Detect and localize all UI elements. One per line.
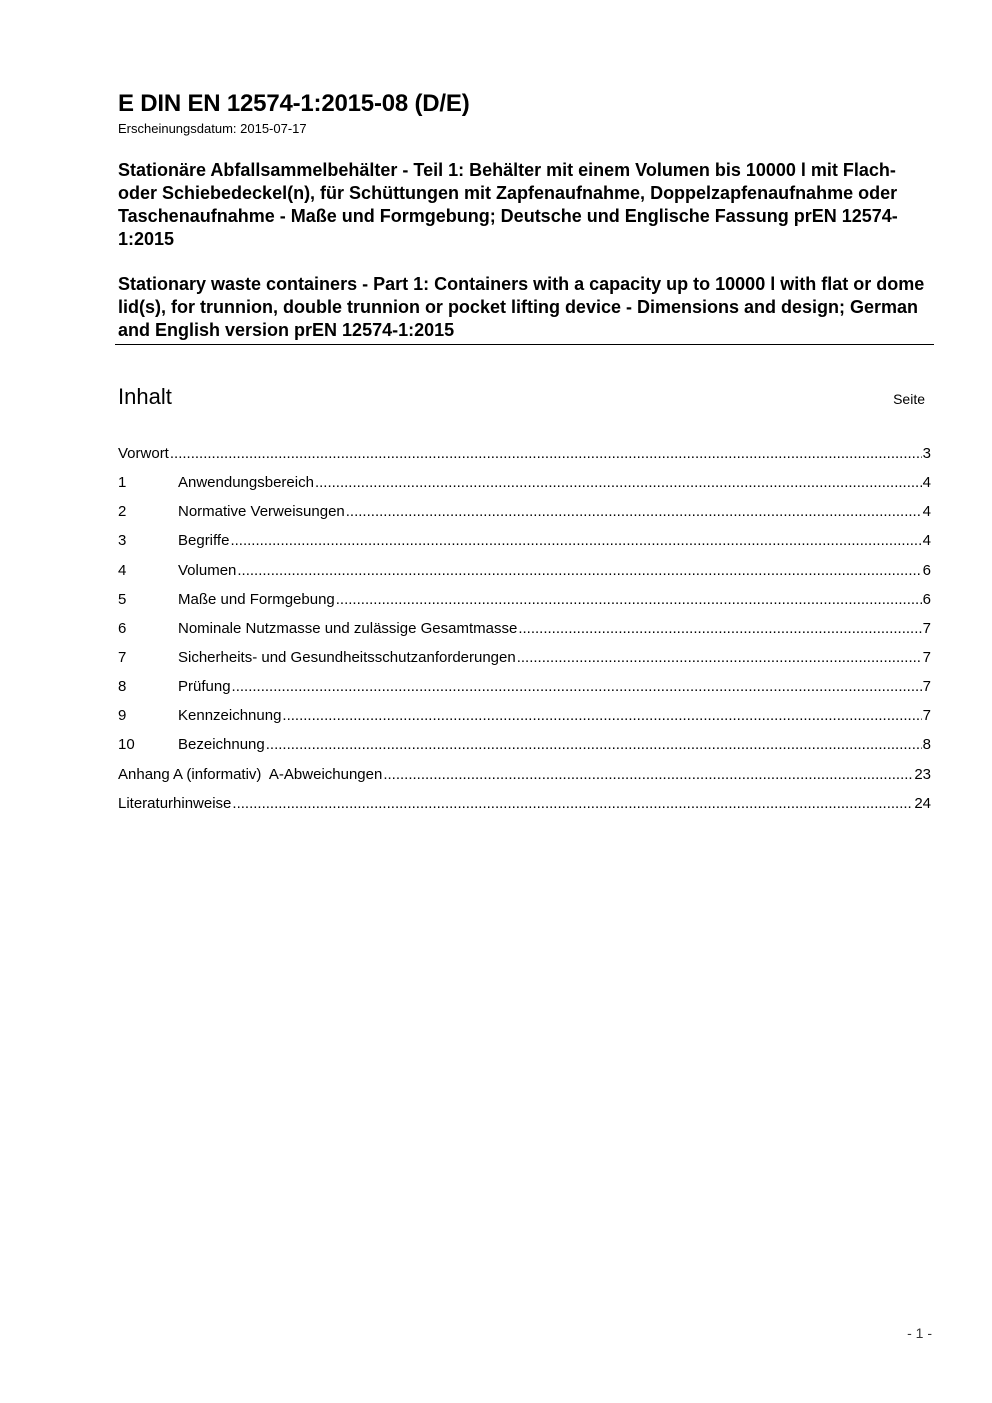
toc-entry-title: Anhang A (informativ) A-Abweichungen: [118, 765, 383, 783]
toc-heading: Inhalt: [118, 384, 172, 409]
toc-entry-6[interactable]: [118, 614, 931, 643]
toc-leader-dots: [383, 766, 913, 783]
page-number: - 1 -: [907, 1325, 932, 1341]
title-german: Stationäre Abfallsammelbehälter - Teil 1: Behälter mit einem Volumen bis 10000 l mit Flach- oder Schiebedeckel(n), für Schüttungen mit Zapfenaufnahme, Doppelzapfenaufnahme oder Taschenaufnahme - Maße und Formgebung; Deutsche und Englische Fassung prEN 12574-1:2015: [118, 160, 898, 249]
toc-entry-vorwort[interactable]: [118, 439, 931, 468]
toc-entry-title: Normative Verweisungen: [178, 503, 345, 521]
toc-leader-dots: [346, 503, 922, 520]
toc-entry-number: 10: [118, 736, 135, 754]
toc-entry-page: 7: [922, 619, 931, 637]
toc-entry-title: Bezeichnung: [178, 736, 265, 754]
toc-leader-dots: [237, 562, 921, 579]
toc-entry-number: 4: [118, 561, 127, 579]
toc-entry-title: Volumen: [178, 561, 237, 579]
toc-entry-title: Vorwort: [118, 445, 169, 463]
toc-entry-title: Nominale Nutzmasse und zulässige Gesamtmasse: [178, 619, 518, 637]
toc-entry-title: Sicherheits- und Gesundheitsschutzanforderungen: [178, 649, 516, 667]
toc-entry-10[interactable]: [118, 730, 931, 759]
toc-entry-number: 8: [118, 678, 127, 696]
toc-leader-dots: [518, 620, 921, 637]
toc-entry-annex-a[interactable]: [118, 760, 931, 789]
toc-entry-page: 7: [922, 678, 931, 696]
document-id: E DIN EN 12574-1:2015-08 (D/E): [118, 90, 470, 117]
toc-entry-page: 6: [922, 561, 931, 579]
toc-entry-page: 6: [922, 590, 931, 608]
toc-entry-page: 4: [922, 532, 931, 550]
toc-entry-number: 2: [118, 503, 127, 521]
toc-leader-dots: [230, 532, 921, 549]
toc-entry-page: 4: [922, 474, 931, 492]
toc-entry-title: Kennzeichnung: [178, 707, 282, 725]
toc-entry-4[interactable]: [118, 556, 931, 585]
toc-entry-3[interactable]: [118, 526, 931, 555]
toc-leader-dots: [266, 736, 922, 753]
toc-entry-number: 3: [118, 532, 127, 550]
toc-entry-number: 6: [118, 619, 127, 637]
toc-entry-2[interactable]: [118, 497, 931, 526]
toc-entry-number: 1: [118, 474, 127, 492]
toc-leader-dots: [170, 445, 922, 462]
toc-entry-8[interactable]: [118, 672, 931, 701]
toc-leader-dots: [232, 678, 922, 695]
toc-entry-5[interactable]: [118, 585, 931, 614]
toc-entry-number: 7: [118, 649, 127, 667]
publication-date: Erscheinungsdatum: 2015-07-17: [118, 121, 307, 136]
toc-entry-page: 23: [914, 765, 931, 783]
toc-entry-page: 7: [922, 707, 931, 725]
toc-entry-page: 24: [914, 794, 931, 812]
toc-entry-title: Literaturhinweise: [118, 794, 232, 812]
toc-entry-page: 8: [922, 736, 931, 754]
title-english: Stationary waste containers - Part 1: Containers with a capacity up to 10000 l with flat or dome lid(s), for trunnion, double trunnion or pocket lifting device - Dimensions and design; German and English version prEN 12574-1:2015: [118, 274, 925, 340]
toc-entry-page: 4: [922, 503, 931, 521]
toc-entry-7[interactable]: [118, 643, 931, 672]
toc-entry-page: 7: [922, 649, 931, 667]
toc-entry-page: 3: [922, 445, 931, 463]
table-of-contents: [118, 439, 931, 818]
toc-leader-dots: [517, 649, 922, 666]
toc-entry-title: Anwendungsbereich: [178, 474, 314, 492]
toc-entry-number: 5: [118, 590, 127, 608]
toc-leader-dots: [282, 707, 921, 724]
toc-entry-9[interactable]: [118, 701, 931, 730]
toc-leader-dots: [315, 474, 922, 491]
toc-entry-bibliography[interactable]: [118, 789, 931, 818]
toc-page-label: Seite: [893, 391, 925, 407]
toc-entry-title: Prüfung: [178, 678, 231, 696]
toc-leader-dots: [336, 591, 922, 608]
toc-entry-1[interactable]: [118, 468, 931, 497]
toc-entry-number: 9: [118, 707, 127, 725]
toc-entry-title: Maße und Formgebung: [178, 590, 335, 608]
toc-leader-dots: [232, 795, 913, 812]
toc-entry-title: Begriffe: [178, 532, 230, 550]
title-divider: [115, 344, 934, 345]
